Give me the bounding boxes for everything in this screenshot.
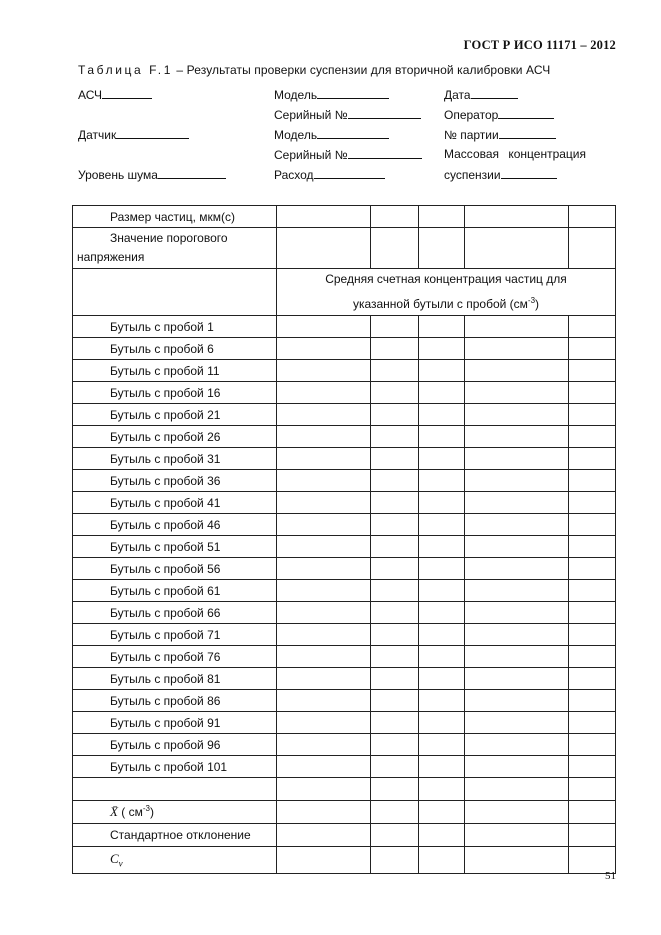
cell[interactable]	[371, 316, 419, 338]
page-number: 51	[605, 870, 616, 882]
cell[interactable]	[465, 558, 569, 580]
field-flow-blank[interactable]	[314, 167, 385, 179]
mean-symbol: X̄	[110, 804, 118, 819]
cell[interactable]	[371, 338, 419, 360]
cell[interactable]	[277, 778, 371, 801]
field-suspension-label: суспензии	[444, 168, 501, 182]
cell[interactable]	[569, 580, 616, 602]
cell[interactable]	[419, 316, 465, 338]
table-row	[73, 712, 616, 734]
mean-unit: ( см	[117, 805, 143, 819]
results-table	[72, 205, 616, 874]
empty-label-cell	[73, 778, 277, 801]
cell[interactable]	[569, 801, 616, 824]
field-model1-blank[interactable]	[317, 87, 389, 99]
cell[interactable]	[419, 470, 465, 492]
field-sensor	[78, 127, 189, 142]
cell[interactable]	[419, 536, 465, 558]
merged-sup: -3	[527, 296, 536, 305]
field-operator	[444, 107, 554, 122]
cell[interactable]	[465, 824, 569, 847]
cell[interactable]	[569, 778, 616, 801]
cell[interactable]	[569, 338, 616, 360]
threshold-label	[73, 228, 277, 269]
field-operator-label: Оператор	[444, 108, 499, 122]
field-serial2	[274, 147, 422, 162]
cell[interactable]	[277, 360, 371, 382]
bottle-label: Бутыль с пробой 36	[73, 470, 277, 492]
bottle-label: Бутыль с пробой 71	[73, 624, 277, 646]
cell[interactable]	[419, 448, 465, 470]
table-row	[73, 558, 616, 580]
cell[interactable]	[277, 514, 371, 536]
cell[interactable]	[371, 404, 419, 426]
field-model1-label: Модель	[274, 88, 318, 102]
table-row	[73, 734, 616, 756]
table-row	[73, 316, 616, 338]
empty-row	[73, 778, 616, 801]
cell[interactable]	[465, 536, 569, 558]
cell[interactable]	[465, 756, 569, 778]
field-sensor-blank[interactable]	[116, 127, 189, 139]
cell[interactable]	[465, 470, 569, 492]
cell[interactable]	[419, 382, 465, 404]
cell[interactable]	[419, 558, 465, 580]
cell[interactable]	[419, 602, 465, 624]
field-noise-blank[interactable]	[158, 167, 226, 179]
cell[interactable]	[569, 712, 616, 734]
table-row	[73, 514, 616, 536]
field-date	[444, 87, 518, 102]
field-asch	[78, 87, 152, 102]
cell[interactable]	[277, 824, 371, 847]
cell[interactable]	[419, 514, 465, 536]
field-date-label: Дата	[444, 88, 471, 102]
bottle-label: Бутыль с пробой 96	[73, 734, 277, 756]
cell[interactable]	[277, 580, 371, 602]
bottle-label: Бутыль с пробой 41	[73, 492, 277, 514]
field-batch-label: № партии	[444, 128, 499, 142]
table-row	[73, 690, 616, 712]
cell[interactable]	[371, 824, 419, 847]
merged-line2: указанной бутыли с пробой (см	[352, 297, 528, 311]
cell[interactable]	[277, 690, 371, 712]
field-suspension-blank[interactable]	[501, 167, 557, 179]
cell[interactable]	[419, 646, 465, 668]
cell[interactable]	[419, 492, 465, 514]
cell[interactable]	[465, 514, 569, 536]
cell[interactable]	[569, 536, 616, 558]
cell[interactable]	[371, 228, 419, 269]
cell[interactable]	[419, 426, 465, 448]
cell[interactable]	[371, 360, 419, 382]
bottle-label: Бутыль с пробой 81	[73, 668, 277, 690]
field-model2-blank[interactable]	[317, 127, 389, 139]
cell[interactable]	[419, 712, 465, 734]
threshold-line1: Значение порогового	[110, 231, 228, 245]
cell[interactable]	[465, 382, 569, 404]
cell[interactable]	[277, 624, 371, 646]
caption-text: – Результаты проверки суспензии для вторичной калибровки АСЧ	[173, 63, 551, 77]
cell[interactable]	[419, 824, 465, 847]
cell[interactable]	[371, 668, 419, 690]
field-flow	[274, 167, 385, 182]
cell[interactable]	[569, 382, 616, 404]
cell[interactable]	[465, 426, 569, 448]
field-serial1	[274, 107, 421, 122]
table-row	[73, 470, 616, 492]
bottle-label: Бутыль с пробой 11	[73, 360, 277, 382]
cell[interactable]	[419, 690, 465, 712]
cell[interactable]	[277, 712, 371, 734]
table-row	[73, 536, 616, 558]
cell[interactable]	[465, 360, 569, 382]
cell[interactable]	[277, 382, 371, 404]
mean-row	[73, 801, 616, 824]
cell[interactable]	[277, 316, 371, 338]
table-caption	[78, 63, 550, 77]
cell[interactable]	[419, 360, 465, 382]
cell[interactable]	[277, 448, 371, 470]
cell[interactable]	[465, 228, 569, 269]
standard-header: ГОСТ Р ИСО 11171 – 2012	[463, 38, 616, 52]
cell[interactable]	[465, 801, 569, 824]
cell[interactable]	[371, 801, 419, 824]
threshold-line2: напряжения	[77, 250, 145, 264]
field-asch-label: АСЧ	[78, 88, 103, 102]
cv-symbol: C	[110, 851, 119, 867]
bottle-label: Бутыль с пробой 76	[73, 646, 277, 668]
cell[interactable]	[371, 778, 419, 801]
cell[interactable]	[465, 668, 569, 690]
cell[interactable]	[465, 404, 569, 426]
table-row	[73, 668, 616, 690]
bottle-label: Бутыль с пробой 1	[73, 316, 277, 338]
cv-label	[73, 847, 277, 874]
cell[interactable]	[277, 734, 371, 756]
merged-header-row	[73, 269, 616, 316]
caption-prefix: Таблица F.1	[78, 63, 173, 77]
bottle-label: Бутыль с пробой 6	[73, 338, 277, 360]
bottle-label: Бутыль с пробой 51	[73, 536, 277, 558]
cell[interactable]	[371, 470, 419, 492]
cell[interactable]	[371, 580, 419, 602]
std-dev-label: Стандартное отклонение	[73, 824, 277, 847]
cell[interactable]	[419, 801, 465, 824]
cell[interactable]	[371, 206, 419, 228]
merged-close: )	[535, 297, 540, 311]
merged-line1: Средняя счетная концентрация частиц для	[325, 272, 567, 286]
cell[interactable]	[371, 558, 419, 580]
cell[interactable]	[371, 734, 419, 756]
cell[interactable]	[465, 778, 569, 801]
cell[interactable]	[277, 646, 371, 668]
empty-label-cell	[73, 269, 277, 316]
cell[interactable]	[569, 602, 616, 624]
cell[interactable]	[277, 756, 371, 778]
bottle-label: Бутыль с пробой 21	[73, 404, 277, 426]
field-batch-blank[interactable]	[499, 127, 556, 139]
cell[interactable]	[371, 536, 419, 558]
table-row	[73, 756, 616, 778]
mean-label	[73, 801, 277, 824]
table-row	[73, 382, 616, 404]
cell[interactable]	[569, 646, 616, 668]
table-row	[73, 602, 616, 624]
cell[interactable]	[277, 602, 371, 624]
cell[interactable]	[371, 382, 419, 404]
cell[interactable]	[569, 360, 616, 382]
cell[interactable]	[465, 448, 569, 470]
table-row	[73, 426, 616, 448]
table-row	[73, 448, 616, 470]
cell[interactable]	[569, 492, 616, 514]
cell[interactable]	[277, 558, 371, 580]
cell[interactable]	[569, 734, 616, 756]
bottle-label: Бутыль с пробой 91	[73, 712, 277, 734]
cell[interactable]	[465, 316, 569, 338]
cell[interactable]	[371, 690, 419, 712]
field-serial1-label: Серийный №	[274, 108, 348, 122]
bottle-label: Бутыль с пробой 46	[73, 514, 277, 536]
field-serial2-label: Серийный №	[274, 148, 348, 162]
cell[interactable]	[569, 206, 616, 228]
cell[interactable]	[465, 847, 569, 874]
cell[interactable]	[569, 558, 616, 580]
cell[interactable]	[277, 668, 371, 690]
field-flow-label: Расход	[274, 168, 314, 182]
bottle-label: Бутыль с пробой 31	[73, 448, 277, 470]
cell[interactable]	[569, 404, 616, 426]
table-row	[73, 360, 616, 382]
cell[interactable]	[371, 847, 419, 874]
cell[interactable]	[569, 690, 616, 712]
table-row	[73, 646, 616, 668]
cell[interactable]	[419, 228, 465, 269]
table-row	[73, 338, 616, 360]
cell[interactable]	[277, 228, 371, 269]
cell[interactable]	[371, 426, 419, 448]
table-row	[73, 580, 616, 602]
field-mass-conc: Массовая концентрация	[444, 147, 587, 161]
cell[interactable]	[277, 404, 371, 426]
cell[interactable]	[465, 712, 569, 734]
cell[interactable]	[371, 756, 419, 778]
cell[interactable]	[569, 470, 616, 492]
bottle-label: Бутыль с пробой 66	[73, 602, 277, 624]
cell[interactable]	[465, 338, 569, 360]
cell[interactable]	[371, 646, 419, 668]
field-batch	[444, 127, 556, 142]
cell[interactable]	[419, 580, 465, 602]
table-row	[73, 624, 616, 646]
table-row	[73, 404, 616, 426]
cell[interactable]	[277, 426, 371, 448]
cell[interactable]	[569, 426, 616, 448]
cell[interactable]	[419, 338, 465, 360]
cell[interactable]	[465, 734, 569, 756]
mean-close: )	[150, 805, 154, 819]
bottle-label: Бутыль с пробой 26	[73, 426, 277, 448]
cell[interactable]	[465, 646, 569, 668]
cell[interactable]	[371, 712, 419, 734]
cell[interactable]	[465, 690, 569, 712]
cell[interactable]	[419, 404, 465, 426]
field-operator-blank[interactable]	[498, 107, 554, 119]
cell[interactable]	[465, 206, 569, 228]
bottle-label: Бутыль с пробой 16	[73, 382, 277, 404]
field-asch-blank[interactable]	[102, 87, 152, 99]
cell[interactable]	[569, 624, 616, 646]
cell[interactable]	[569, 756, 616, 778]
particle-size-label: Размер частиц, мкм(с)	[73, 206, 277, 228]
threshold-row	[73, 228, 616, 269]
cv-row	[73, 847, 616, 874]
field-noise	[78, 167, 226, 182]
cell[interactable]	[569, 316, 616, 338]
std-dev-row	[73, 824, 616, 847]
cell[interactable]	[569, 668, 616, 690]
cell[interactable]	[371, 624, 419, 646]
cell[interactable]	[419, 624, 465, 646]
bottle-label: Бутыль с пробой 86	[73, 690, 277, 712]
field-model2	[274, 127, 389, 142]
cell[interactable]	[465, 492, 569, 514]
bottle-label: Бутыль с пробой 61	[73, 580, 277, 602]
field-serial2-blank[interactable]	[348, 147, 422, 159]
cell[interactable]	[419, 847, 465, 874]
cell[interactable]	[277, 492, 371, 514]
cell[interactable]	[371, 602, 419, 624]
cell[interactable]	[465, 580, 569, 602]
merged-header	[277, 269, 616, 316]
cell[interactable]	[277, 801, 371, 824]
particle-size-row	[73, 206, 616, 228]
mean-sup: -3	[142, 804, 150, 813]
table-row	[73, 492, 616, 514]
cell[interactable]	[419, 778, 465, 801]
cell[interactable]	[569, 824, 616, 847]
cell[interactable]	[465, 602, 569, 624]
cell[interactable]	[371, 492, 419, 514]
field-model1	[274, 87, 389, 102]
cv-sub: v	[118, 858, 123, 869]
field-suspension	[444, 167, 557, 182]
bottle-label: Бутыль с пробой 101	[73, 756, 277, 778]
cell[interactable]	[419, 734, 465, 756]
cell[interactable]	[569, 228, 616, 269]
cell[interactable]	[277, 206, 371, 228]
field-serial1-blank[interactable]	[348, 107, 421, 119]
field-noise-label: Уровень шума	[78, 168, 158, 182]
field-date-blank[interactable]	[471, 87, 518, 99]
field-model2-label: Модель	[274, 128, 318, 142]
cell[interactable]	[569, 448, 616, 470]
cell[interactable]	[465, 624, 569, 646]
cell[interactable]	[371, 514, 419, 536]
cell[interactable]	[277, 847, 371, 874]
cell[interactable]	[419, 756, 465, 778]
cell[interactable]	[419, 668, 465, 690]
bottle-label: Бутыль с пробой 56	[73, 558, 277, 580]
cell[interactable]	[569, 514, 616, 536]
cell[interactable]	[277, 470, 371, 492]
cell[interactable]	[277, 536, 371, 558]
cell[interactable]	[277, 338, 371, 360]
cell[interactable]	[419, 206, 465, 228]
cell[interactable]	[371, 448, 419, 470]
field-sensor-label: Датчик	[78, 128, 117, 142]
